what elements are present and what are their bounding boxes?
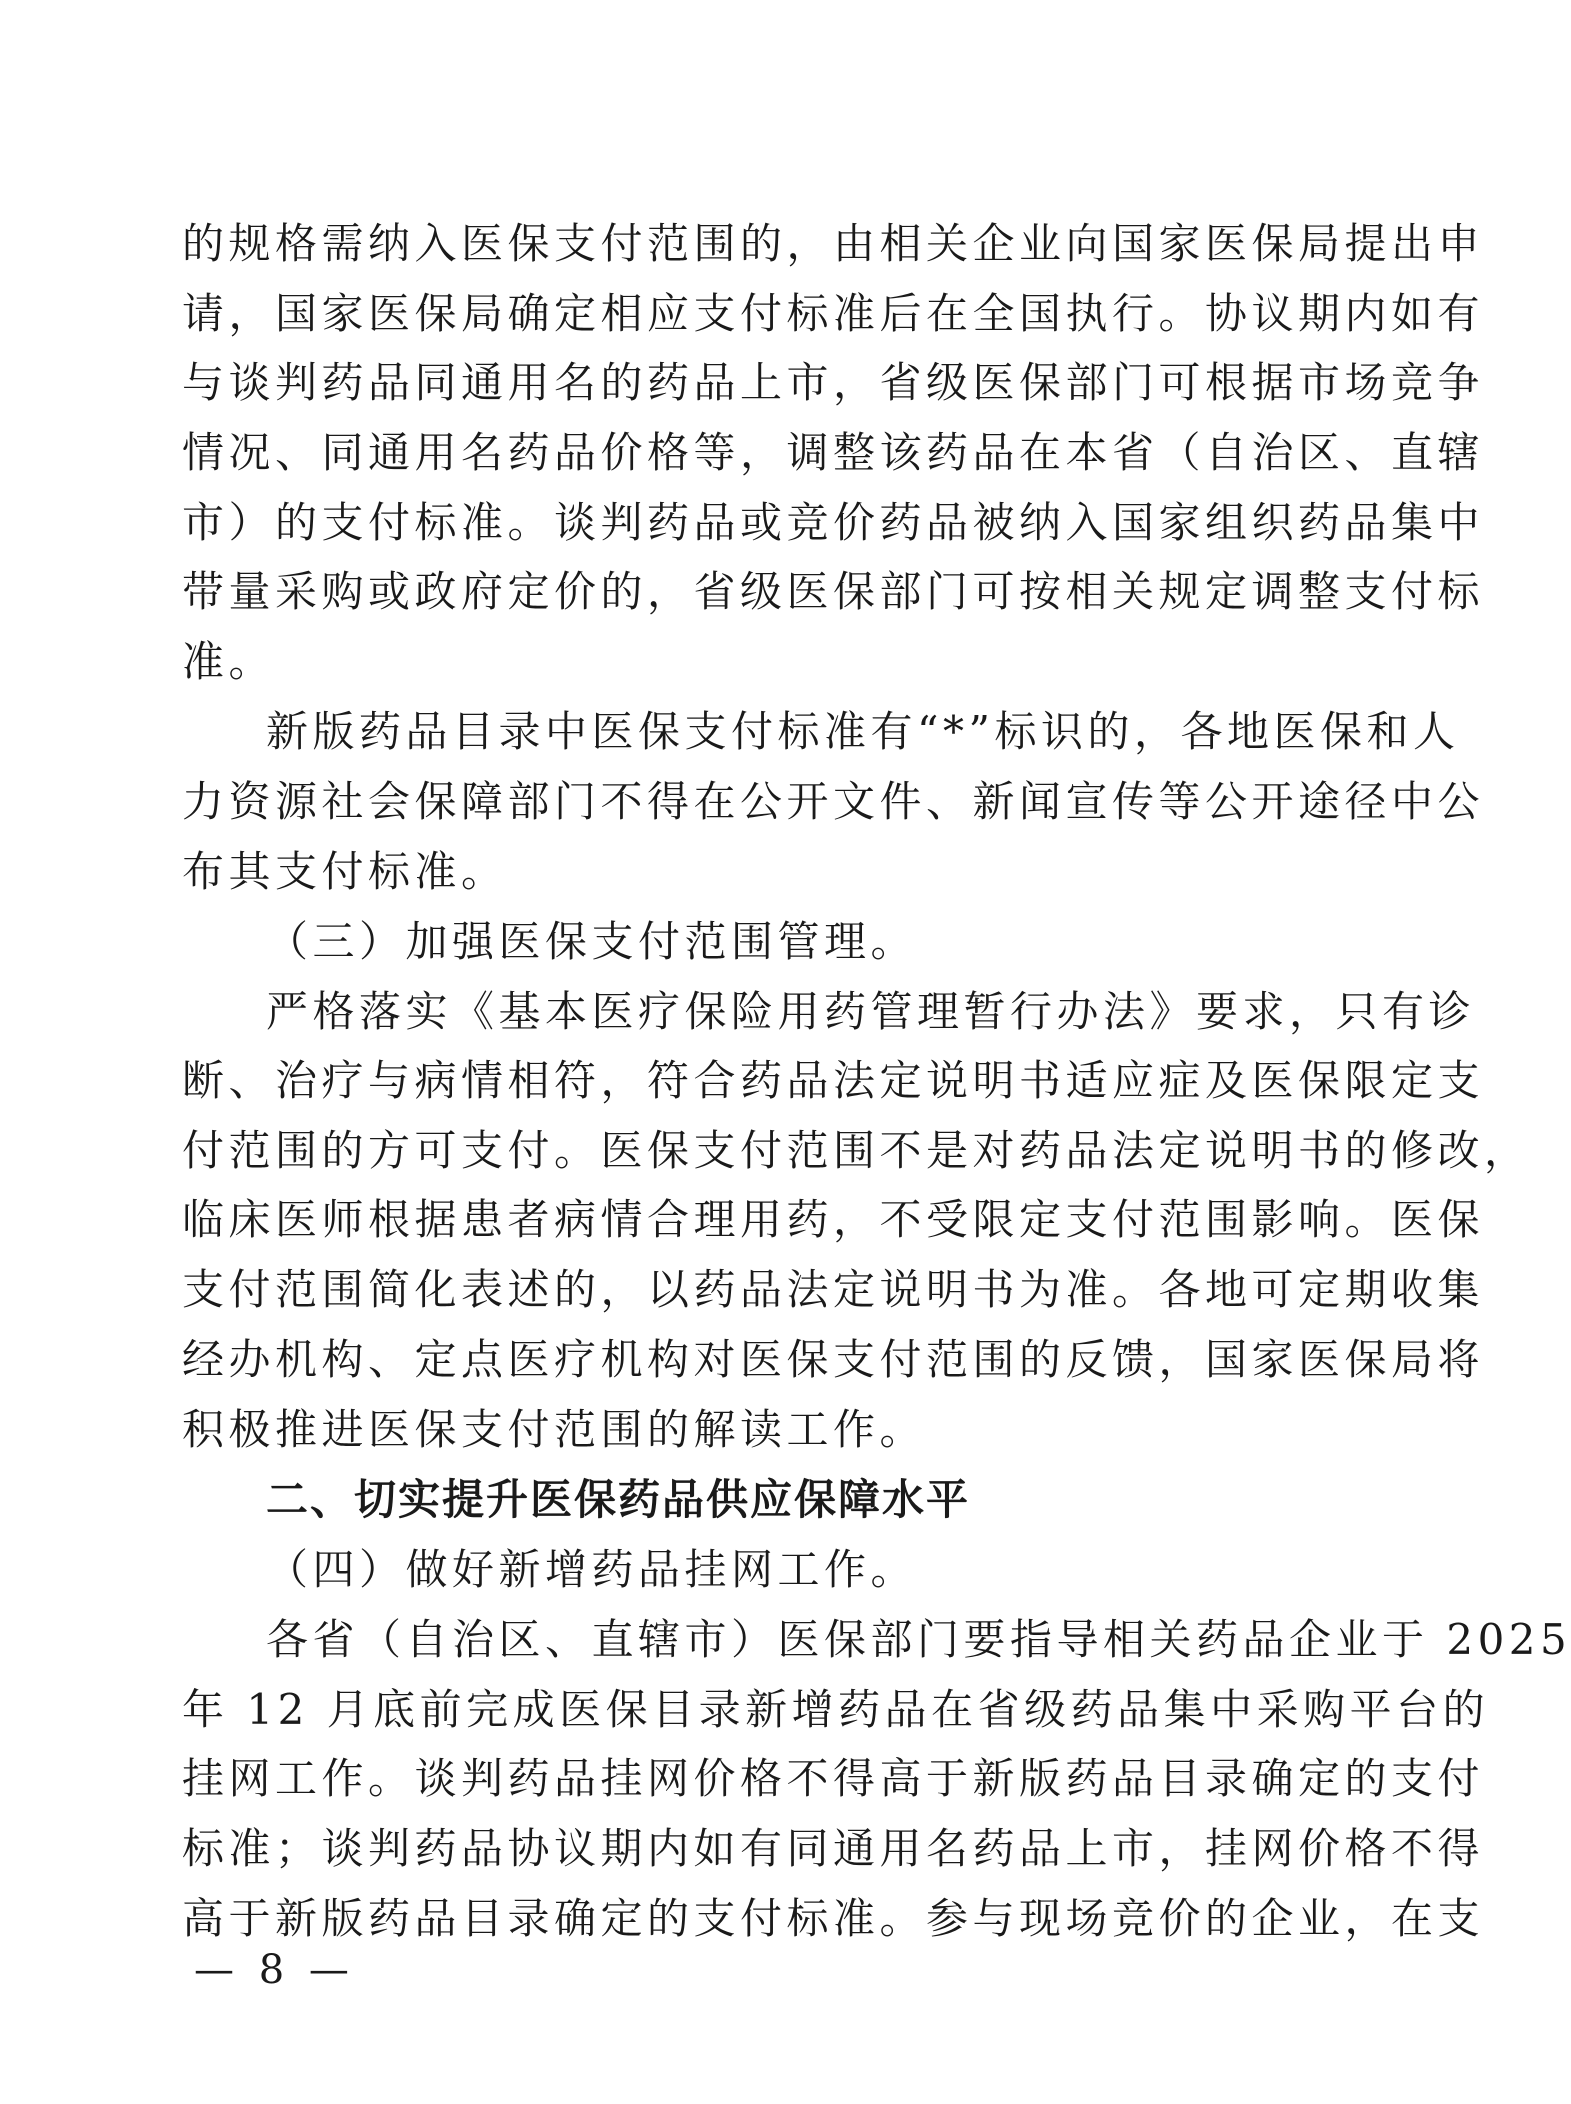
subsection-heading: （四）做好新增药品挂网工作。 — [266, 1545, 918, 1594]
body-text-line: 带量采购或政府定价的，省级医保部门可按相关规定调整支付标 — [182, 567, 1485, 616]
body-text-line: 断、治疗与病情相符，符合药品法定说明书适应症及医保限定支 — [182, 1056, 1485, 1105]
paragraph-first-line: 严格落实《基本医疗保险用药管理暂行办法》要求，只有诊 — [266, 987, 1476, 1036]
body-text-line: 积极推进医保支付范围的解读工作。 — [182, 1405, 927, 1454]
body-text-line: 经办机构、定点医疗机构对医保支付范围的反馈，国家医保局将 — [182, 1335, 1485, 1384]
subsection-heading: （三）加强医保支付范围管理。 — [266, 917, 918, 966]
paragraph-first-line: 各省（自治区、直辖市）医保部门要指导相关药品企业于 2025 — [266, 1615, 1571, 1664]
body-text-line: 与谈判药品同通用名的药品上市，省级医保部门可根据市场竞争 — [182, 358, 1485, 407]
section-heading: 二、切实提升医保药品供应保障水平 — [266, 1475, 971, 1524]
body-text-line: 挂网工作。谈判药品挂网价格不得高于新版药品目录确定的支付 — [182, 1754, 1485, 1803]
body-text-line: 力资源社会保障部门不得在公开文件、新闻宣传等公开途径中公 — [182, 777, 1485, 826]
paragraph-first-line: 新版药品目录中医保支付标准有“*”标识的，各地医保和人 — [266, 707, 1460, 756]
body-text-line: 高于新版药品目录确定的支付标准。参与现场竞价的企业，在支 — [182, 1894, 1485, 1943]
body-text-line: 标准；谈判药品协议期内如有同通用名药品上市，挂网价格不得 — [182, 1824, 1485, 1873]
body-text-line: 情况、同通用名药品价格等，调整该药品在本省（自治区、直辖 — [182, 428, 1485, 477]
body-text-line: 准。 — [182, 637, 276, 686]
body-text-line: 临床医师根据患者病情合理用药，不受限定支付范围影响。医保 — [182, 1195, 1485, 1244]
body-text-line: 付范围的方可支付。医保支付范围不是对药品法定说明书的修改， — [182, 1126, 1531, 1175]
body-text-line: 布其支付标准。 — [182, 847, 508, 896]
body-text-line: 市）的支付标准。谈判药品或竞价药品被纳入国家组织药品集中 — [182, 498, 1485, 547]
body-text-line: 的规格需纳入医保支付范围的，由相关企业向国家医保局提出申 — [182, 219, 1485, 268]
page-number: — 8 — — [194, 1947, 355, 1993]
body-text-line: 支付范围简化表述的，以药品法定说明书为准。各地可定期收集 — [182, 1265, 1485, 1314]
body-text-line: 请，国家医保局确定相应支付标准后在全国执行。协议期内如有 — [182, 289, 1485, 338]
body-text-line: 年 12 月底前完成医保目录新增药品在省级药品集中采购平台的 — [182, 1685, 1490, 1734]
